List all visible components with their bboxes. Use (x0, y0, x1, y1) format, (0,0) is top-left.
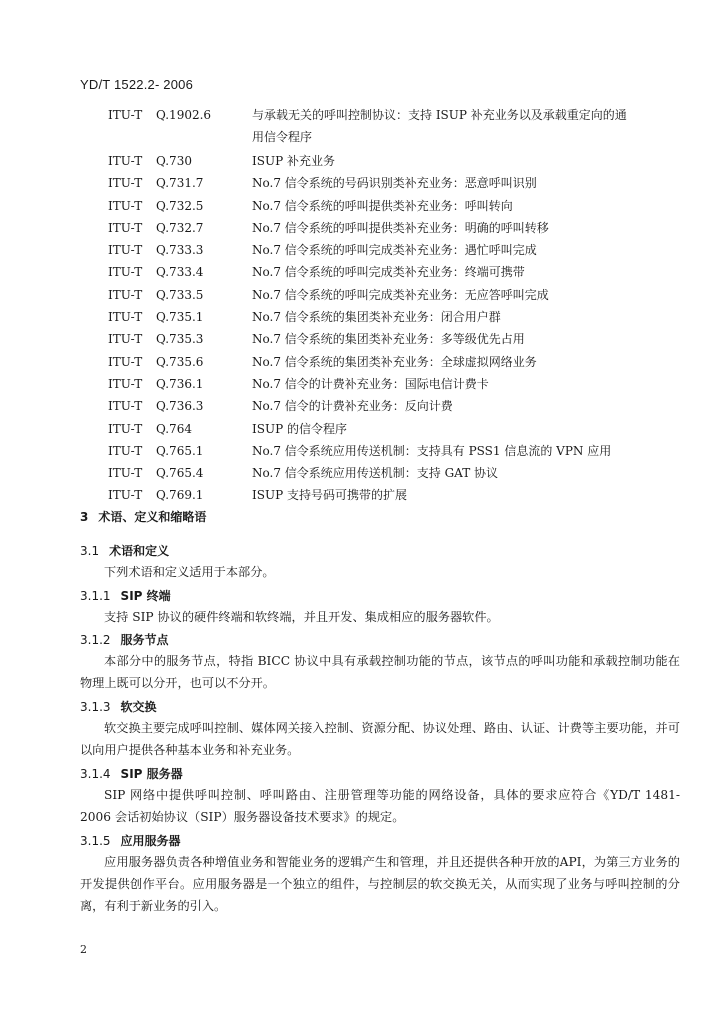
page-number: 2 (80, 943, 87, 956)
reference-row (108, 239, 668, 261)
section-title: 术语和定义 (109, 544, 170, 558)
reference-org: ITU-T (108, 399, 143, 414)
reference-row (108, 373, 668, 395)
section-3-1-4 (80, 765, 680, 828)
reference-code: Q.1902.6 (156, 108, 212, 122)
reference-code: Q.736.1 (156, 376, 204, 391)
reference-org: ITU-T (108, 332, 143, 347)
reference-title: No.7 信令系统的呼叫提供类补充业务：明确的呼叫转移 (252, 220, 549, 235)
reference-code: Q.765.1 (156, 443, 204, 458)
reference-org: ITU-T (108, 354, 143, 369)
reference-row (108, 328, 668, 350)
reference-title: No.7 信令系统的呼叫完成类补充业务：遇忙呼叫完成 (252, 243, 537, 258)
reference-org: ITU-T (108, 198, 143, 213)
reference-org: ITU-T (108, 443, 143, 458)
reference-title: ISUP 补充业务 (252, 154, 335, 168)
reference-code: Q.735.1 (156, 310, 204, 325)
document-header: YD/T 1522.2- 2006 (80, 77, 194, 92)
reference-row (108, 217, 668, 239)
reference-code: Q.730 (156, 154, 192, 168)
section-text: 本部分中的服务节点，特指 BICC 协议中具有承载控制功能的节点，该节点的呼叫功能和承载控制功能在物理上既可以分开，也可以不分开。 (80, 654, 680, 690)
reference-code: Q.765.4 (156, 466, 204, 481)
reference-row (108, 104, 668, 150)
section-3-1-5 (80, 832, 680, 917)
reference-code: Q.764 (156, 421, 192, 436)
reference-org: ITU-T (108, 176, 143, 191)
section-title: 软交换 (120, 700, 157, 714)
reference-title: No.7 信令系统的呼叫完成类补充业务：无应答呼叫完成 (252, 287, 549, 302)
reference-title: No.7 信令的计费补充业务：反向计费 (252, 399, 453, 414)
section-number: 3.1.4 (80, 767, 111, 781)
section-number: 3.1.1 (80, 589, 111, 603)
reference-title: No.7 信令系统的集团类补充业务：多等级优先占用 (252, 332, 525, 347)
reference-title: No.7 信令系统的集团类补充业务：闭合用户群 (252, 310, 501, 325)
reference-row (108, 395, 668, 417)
reference-code: Q.732.7 (156, 220, 204, 235)
reference-code: Q.732.5 (156, 198, 204, 213)
reference-row (108, 484, 668, 506)
section-text: SIP 网络中提供呼叫控制、呼叫路由、注册管理等功能的网络设备，具体的要求应符合《YD/T 1481-2006 会话初始协议（SIP）服务器设备技术要求》的规定。 (80, 788, 680, 824)
reference-title: ISUP 的信令程序 (252, 421, 347, 436)
reference-row (108, 195, 668, 217)
reference-row (108, 150, 668, 172)
section-text: 软交换主要完成呼叫控制、媒体网关接入控制、资源分配、协议处理、路由、认证、计费等主要功能，并可以向用户提供各种基本业务和补充业务。 (80, 721, 680, 757)
section-text: 应用服务器负责各种增值业务和智能业务的逻辑产生和管理，并且还提供各种开放的API，为第三方业务的开发提供创作平台。应用服务器是一个独立的组件，与控制层的软交换无关，从而实现了业务与呼叫控制的分离，有利于新业务的引入。 (80, 855, 680, 913)
reference-row (108, 284, 668, 306)
reference-code: Q.735.3 (156, 332, 204, 347)
reference-org: ITU-T (108, 108, 143, 122)
reference-title-line: 用信令程序 (252, 130, 313, 144)
reference-title: No.7 信令系统应用传送机制：支持 GAT 协议 (252, 466, 499, 481)
reference-org: ITU-T (108, 376, 143, 391)
reference-code: Q.733.5 (156, 287, 204, 302)
reference-code: Q.733.4 (156, 265, 204, 280)
reference-title: No.7 信令系统的呼叫提供类补充业务：呼叫转向 (252, 198, 513, 213)
section-text: 下列术语和定义适用于本部分。 (104, 565, 275, 579)
reference-row (108, 462, 668, 484)
section-title: 服务节点 (120, 633, 169, 647)
section-title: SIP 服务器 (120, 767, 183, 781)
reference-code: Q.736.3 (156, 399, 204, 414)
section-number: 3.1.2 (80, 633, 111, 647)
reference-row (108, 306, 668, 328)
reference-title: No.7 信令系统的呼叫完成类补充业务：终端可携带 (252, 265, 525, 280)
section-3-1-1 (80, 587, 680, 628)
reference-row (108, 172, 668, 194)
reference-code: Q.731.7 (156, 176, 204, 191)
reference-org: ITU-T (108, 220, 143, 235)
section-3-1-3 (80, 698, 680, 761)
section-text: 支持 SIP 协议的硬件终端和软终端，并且开发、集成相应的服务器软件。 (104, 610, 499, 624)
reference-title (252, 104, 662, 148)
reference-row (108, 440, 668, 462)
reference-title: No.7 信令的计费补充业务：国际电信计费卡 (252, 376, 489, 391)
reference-org: ITU-T (108, 287, 143, 302)
reference-org: ITU-T (108, 154, 143, 168)
section-3-1 (80, 542, 680, 583)
reference-org: ITU-T (108, 488, 143, 503)
reference-code: Q.769.1 (156, 488, 204, 503)
section-number: 3.1.5 (80, 834, 111, 848)
section-number: 3 (80, 510, 89, 524)
reference-code: Q.735.6 (156, 354, 204, 369)
section-number: 3.1.3 (80, 700, 111, 714)
reference-code: Q.733.3 (156, 243, 204, 258)
reference-title-line: 与承载无关的呼叫控制协议：支持 ISUP 补充业务以及承载重定向的通 (252, 108, 627, 122)
reference-list (108, 104, 668, 507)
reference-org: ITU-T (108, 265, 143, 280)
section-3-1-2 (80, 631, 680, 694)
reference-title: No.7 信令系统的集团类补充业务：全球虚拟网络业务 (252, 354, 537, 369)
reference-title: No.7 信令系统应用传送机制：支持具有 PSS1 信息流的 VPN 应用 (252, 443, 612, 458)
section-number: 3.1 (80, 544, 100, 558)
reference-row (108, 418, 668, 440)
section-title: 术语、定义和缩略语 (98, 510, 207, 524)
reference-org: ITU-T (108, 421, 143, 436)
reference-row (108, 351, 668, 373)
reference-org: ITU-T (108, 310, 143, 325)
reference-title: ISUP 支持号码可携带的扩展 (252, 488, 407, 503)
reference-row (108, 261, 668, 283)
section-title: SIP 终端 (120, 589, 171, 603)
section-title: 应用服务器 (120, 834, 181, 848)
reference-org: ITU-T (108, 243, 143, 258)
reference-title: No.7 信令系统的号码识别类补充业务：恶意呼叫识别 (252, 176, 537, 191)
section-3-heading (80, 508, 680, 525)
reference-org: ITU-T (108, 466, 143, 481)
